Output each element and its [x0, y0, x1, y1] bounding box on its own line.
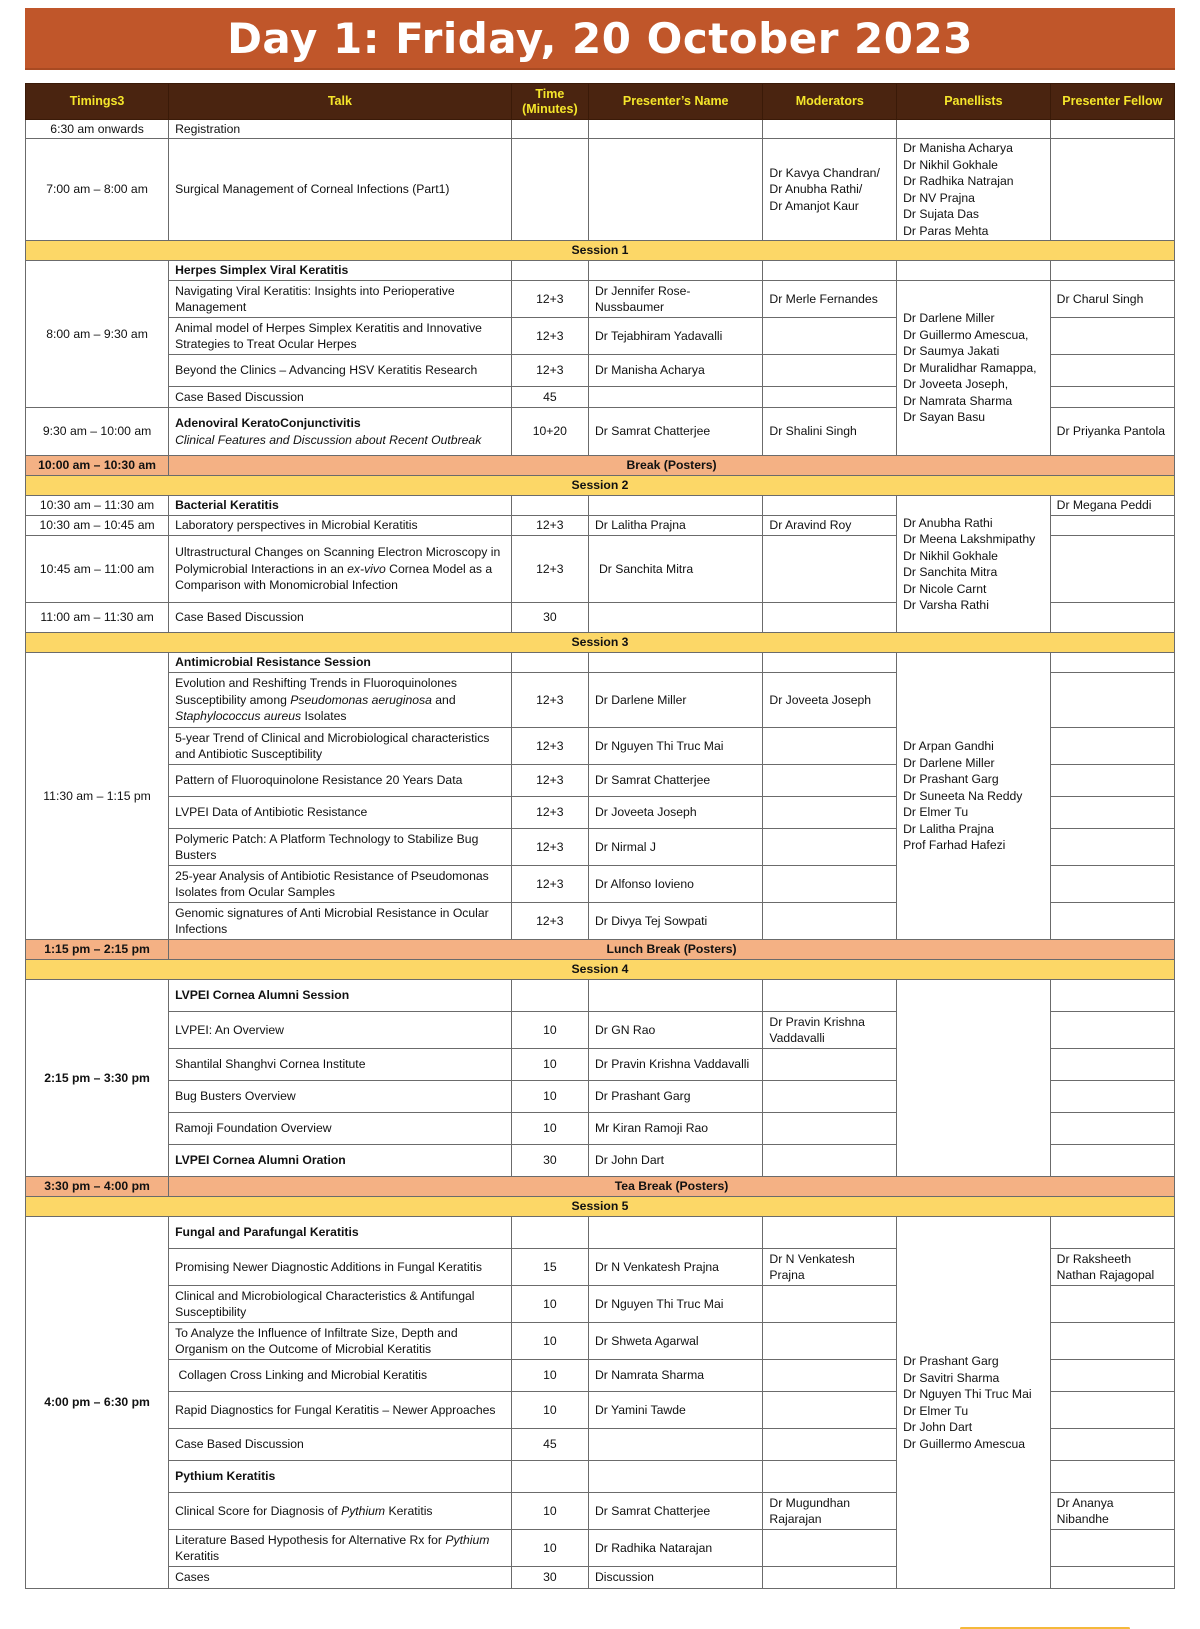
panellist-name: Dr Elmer Tu [903, 1403, 969, 1418]
presenter-cell: Dr Alfonso Iovieno [588, 866, 762, 903]
fellow-cell: Dr Ananya Nibandhe [1050, 1493, 1174, 1530]
empty-cell [763, 1217, 897, 1249]
duration-cell: 30 [511, 603, 588, 633]
talk-italic-text: Pseudomonas aeruginosa [290, 692, 432, 707]
presenter-cell: Discussion [588, 1567, 762, 1589]
duration-cell: 30 [511, 1145, 588, 1177]
fellow-cell [1050, 1461, 1174, 1493]
fellow-cell [1050, 1113, 1174, 1145]
presenter-cell: Dr GN Rao [588, 1012, 762, 1049]
moderator-cell [763, 1049, 897, 1081]
fellow-cell [1050, 653, 1174, 673]
presenter-cell: Dr Shweta Agarwal [588, 1323, 762, 1360]
header-moderators: Moderators [763, 84, 897, 120]
moderator-cell [763, 1567, 897, 1589]
empty-cell [511, 496, 588, 516]
fellow-cell [1050, 1217, 1174, 1249]
talk-cell [169, 1530, 512, 1567]
session-4-header [26, 960, 1175, 980]
panellist-name: Dr John Dart [903, 1420, 973, 1434]
moderator-cell [763, 866, 897, 903]
moderator-cell [763, 536, 897, 603]
fellow-cell [1050, 355, 1174, 387]
moderator-cell [763, 1286, 897, 1323]
moderator-cell: Dr Mugundhan Rajarajan [763, 1493, 897, 1530]
timing-cell: 2:15 pm – 3:30 pm [26, 980, 169, 1177]
timing-cell: 4:00 pm – 6:30 pm [26, 1217, 169, 1589]
talk-cell: Clinical and Microbiological Characteristics & Antifungal Susceptibility [169, 1286, 512, 1323]
talk-cell: 25-year Analysis of Antibiotic Resistance of Pseudomonas Isolates from Ocular Samples [169, 866, 512, 903]
duration-cell: 12+3 [511, 797, 588, 829]
panellists-cell [897, 980, 1051, 1177]
talk-subtitle: Clinical Features and Discussion about Recent Outbreak [175, 432, 482, 447]
talk-heading: Herpes Simplex Viral Keratitis [169, 261, 512, 281]
moderator-cell: Dr Shalini Singh [763, 408, 897, 456]
fellow-cell [1050, 1081, 1174, 1113]
timing-cell: 7:00 am – 8:00 am [26, 139, 169, 241]
talk-cell: Pattern of Fluoroquinolone Resistance 20 Years Data [169, 765, 512, 797]
duration-cell: 10 [511, 1360, 588, 1392]
duration-cell: 12+3 [511, 673, 588, 728]
empty-cell [763, 1461, 897, 1493]
talk-cell: Navigating Viral Keratitis: Insights into Perioperative Management [169, 281, 512, 318]
table-row [26, 139, 1175, 241]
fellow-cell [1050, 318, 1174, 355]
header-talk: Talk [169, 84, 512, 120]
duration-cell: 10 [511, 1081, 588, 1113]
panellists-cell [897, 496, 1051, 633]
talk-cell: Collagen Cross Linking and Microbial Keratitis [169, 1360, 512, 1392]
fellow-cell [1050, 980, 1174, 1012]
moderator-cell [763, 797, 897, 829]
empty-cell [1050, 120, 1174, 139]
talk-cell: 5-year Trend of Clinical and Microbiological characteristics and Antibiotic Susceptibility [169, 728, 512, 765]
moderator-cell: Dr Merle Fernandes [763, 281, 897, 318]
schedule-table-container [25, 83, 1175, 1589]
talk-italic-text: Staphylococcus aureus [175, 709, 302, 724]
fellow-cell [1050, 1049, 1174, 1081]
moderator-cell: Dr N Venkatesh Prajna [763, 1249, 897, 1286]
timing-cell: 10:30 am – 10:45 am [26, 516, 169, 536]
presenter-cell: Dr Nirmal J [588, 829, 762, 866]
empty-cell [588, 1461, 762, 1493]
empty-cell [763, 120, 897, 139]
panellist-name: Dr Guillermo Amescua, [903, 327, 1029, 342]
presenter-cell: Dr Nguyen Thi Truc Mai [588, 1286, 762, 1323]
presenter-cell: Dr Prashant Garg [588, 1081, 762, 1113]
panellist-name: Dr Suneeta Na Reddy [903, 788, 1023, 803]
fellow-cell [1050, 797, 1174, 829]
talk-cell: Shantilal Shanghvi Cornea Institute [169, 1049, 512, 1081]
talk-cell [169, 1493, 512, 1530]
talk-heading: Bacterial Keratitis [169, 496, 512, 516]
talk-text: Evolution and Reshifting Trends in Fluoroquinolones Susceptibility among [175, 676, 457, 707]
break-timing: 10:00 am – 10:30 am [26, 456, 169, 476]
presenter-cell: Dr Samrat Chatterjee [588, 765, 762, 797]
talk-cell: LVPEI Cornea Alumni Oration [169, 1145, 512, 1177]
duration-cell: 30 [511, 1567, 588, 1589]
panellist-name: Dr Nikhil Gokhale [903, 548, 998, 563]
duration-cell: 12+3 [511, 355, 588, 387]
session-label: Session 4 [26, 960, 1175, 980]
timing-cell: 11:30 am – 1:15 pm [26, 653, 169, 940]
timing-cell: 8:00 am – 9:30 am [26, 261, 169, 408]
empty-cell [511, 653, 588, 673]
fellow-cell [1050, 765, 1174, 797]
talk-italic-text: ex-vivo [347, 561, 386, 576]
panellists-cell [897, 1217, 1051, 1589]
fellow-cell [1050, 603, 1174, 633]
fellow-cell [1050, 1012, 1174, 1049]
talk-cell: LVPEI Data of Antibiotic Resistance [169, 797, 512, 829]
session-5-header [26, 1197, 1175, 1217]
talk-cell: Laboratory perspectives in Microbial Keratitis [169, 516, 512, 536]
talk-cell: Ramoji Foundation Overview [169, 1113, 512, 1145]
moderator-cell [763, 1360, 897, 1392]
talk-cell [169, 408, 512, 456]
presenter-cell: Dr Divya Tej Sowpati [588, 903, 762, 940]
header-time-minutes: Time (Minutes) [511, 84, 588, 120]
talk-cell: Polymeric Patch: A Platform Technology to Stabilize Bug Busters [169, 829, 512, 866]
talk-heading: Pythium Keratitis [169, 1461, 512, 1493]
talk-cell: To Analyze the Influence of Infiltrate Size, Depth and Organism on the Outcome of Microbial Keratitis [169, 1323, 512, 1360]
moderator-cell: Dr Pravin Krishna Vaddavalli [763, 1012, 897, 1049]
panellist-name: Prof Farhad Hafezi [903, 838, 1006, 853]
talk-heading: Fungal and Parafungal Keratitis [169, 1217, 512, 1249]
talk-cell: Cases [169, 1567, 512, 1589]
session-1-header [26, 241, 1175, 261]
panellist-name: Dr Darlene Miller [903, 755, 995, 770]
empty-cell [1050, 139, 1174, 241]
presenter-cell: Dr Pravin Krishna Vaddavalli [588, 1049, 762, 1081]
break-label: Lunch Break (Posters) [169, 940, 1175, 960]
presenter-cell: Dr Sanchita Mitra [588, 536, 762, 603]
duration-cell: 12+3 [511, 728, 588, 765]
duration-cell: 10 [511, 1392, 588, 1429]
panellist-name: Dr Prashant Garg [903, 772, 999, 787]
empty-cell [511, 261, 588, 281]
presenter-cell: Dr Namrata Sharma [588, 1360, 762, 1392]
timing-cell: 6:30 am onwards [26, 120, 169, 139]
moderator-cell [763, 728, 897, 765]
duration-cell: 10 [511, 1323, 588, 1360]
talk-text: Ultrastructural Changes on Scanning Electron Microscopy in Polymicrobial Interactions in an [175, 545, 501, 576]
panellist-name: Dr Namrata Sharma [903, 393, 1013, 408]
panellist-name: Dr Nguyen Thi Truc Mai [903, 1387, 1032, 1401]
panellist-name: Dr Savitri Sharma [903, 1370, 1000, 1385]
empty-cell [588, 496, 762, 516]
session-label: Session 5 [26, 1197, 1175, 1217]
empty-cell [588, 261, 762, 281]
panellist-name: Dr Sanchita Mitra [903, 565, 998, 579]
empty-cell [763, 653, 897, 673]
talk-cell: Case Based Discussion [169, 1429, 512, 1461]
duration-cell: 10+20 [511, 408, 588, 456]
panellist-name: Dr Lalitha Prajna [903, 821, 994, 836]
duration-cell: 12+3 [511, 829, 588, 866]
talk-text: Literature Based Hypothesis for Alternative Rx for [175, 1532, 446, 1547]
moderator-name: Dr Anubha Rathi/ [769, 182, 863, 197]
presenter-cell: Dr Samrat Chatterjee [588, 408, 762, 456]
empty-cell [588, 1217, 762, 1249]
duration-cell: 10 [511, 1530, 588, 1567]
moderator-cell [763, 765, 897, 797]
panellist-name: Dr Meena Lakshmipathy [903, 532, 1036, 546]
empty-cell [511, 139, 588, 241]
presenter-cell: Dr Manisha Acharya [588, 355, 762, 387]
presenter-cell: Dr N Venkatesh Prajna [588, 1249, 762, 1286]
talk-cell: Surgical Management of Corneal Infections (Part1) [169, 139, 512, 241]
presenter-cell: Dr Joveeta Joseph [588, 797, 762, 829]
empty-cell [897, 120, 1051, 139]
header-presenter-fellow: Presenter Fellow [1050, 84, 1174, 120]
moderator-name: Dr Kavya Chandran/ [769, 165, 880, 180]
empty-cell [511, 980, 588, 1012]
fellow-cell [1050, 1530, 1174, 1567]
duration-cell: 45 [511, 387, 588, 408]
moderator-cell [763, 1392, 897, 1429]
table-row [26, 261, 1175, 281]
fellow-cell [1050, 1567, 1174, 1589]
talk-text: and [431, 692, 456, 707]
moderator-cell [763, 1113, 897, 1145]
duration-cell: 10 [511, 1012, 588, 1049]
break-label: Tea Break (Posters) [169, 1177, 1175, 1197]
talk-cell: Rapid Diagnostics for Fungal Keratitis – Newer Approaches [169, 1392, 512, 1429]
talk-cell: Case Based Discussion [169, 603, 512, 633]
panellist-name: Dr Darlene Miller [903, 311, 995, 326]
talk-text: Keratitis [385, 1503, 433, 1518]
table-row [26, 281, 1175, 318]
fellow-cell [1050, 1392, 1174, 1429]
fellow-cell [1050, 1323, 1174, 1360]
moderator-cell [763, 355, 897, 387]
session-label: Session 3 [26, 633, 1175, 653]
moderator-cell: Dr Joveeta Joseph [763, 673, 897, 728]
moderator-cell [763, 387, 897, 408]
panellists-cell [897, 139, 1051, 241]
fellow-cell [1050, 1145, 1174, 1177]
fellow-cell [1050, 516, 1174, 536]
break-row [26, 940, 1175, 960]
talk-cell: Case Based Discussion [169, 387, 512, 408]
presenter-cell: Mr Kiran Ramoji Rao [588, 1113, 762, 1145]
fellow-cell [1050, 829, 1174, 866]
table-row [26, 980, 1175, 1012]
panellists-cell [897, 281, 1051, 456]
duration-cell: 12+3 [511, 318, 588, 355]
duration-cell: 12+3 [511, 536, 588, 603]
moderator-name: Dr Amanjot Kaur [769, 198, 859, 213]
fellow-cell [1050, 1429, 1174, 1461]
duration-cell: 12+3 [511, 866, 588, 903]
talk-cell: Genomic signatures of Anti Microbial Resistance in Ocular Infections [169, 903, 512, 940]
moderator-cell [763, 903, 897, 940]
empty-cell [588, 120, 762, 139]
duration-cell: 10 [511, 1493, 588, 1530]
page-title: Day 1: Friday, 20 October 2023 [25, 8, 1175, 70]
fellow-cell [1050, 387, 1174, 408]
session-label: Session 2 [26, 476, 1175, 496]
table-header-row [26, 84, 1175, 120]
presenter-cell: Dr Darlene Miller [588, 673, 762, 728]
panellists-cell [897, 653, 1051, 940]
talk-text: Isolates [301, 709, 347, 724]
panellist-name: Dr Varsha Rathi [903, 598, 989, 612]
panellist-name: Dr Sayan Basu [903, 410, 986, 425]
empty-cell [763, 261, 897, 281]
header-presenter: Presenter’s Name [588, 84, 762, 120]
panellist-name: Dr Manisha Acharya [903, 141, 1013, 155]
fellow-cell [1050, 728, 1174, 765]
table-row [26, 120, 1175, 139]
talk-cell [169, 673, 512, 728]
moderator-cell [763, 1323, 897, 1360]
fellow-cell [1050, 866, 1174, 903]
empty-cell [511, 1461, 588, 1493]
duration-cell: 15 [511, 1249, 588, 1286]
talk-text: Keratitis [175, 1549, 220, 1563]
presenter-cell [588, 603, 762, 633]
presenter-cell: Dr Yamini Tawde [588, 1392, 762, 1429]
talk-cell: LVPEI: An Overview [169, 1012, 512, 1049]
session-label: Session 1 [26, 241, 1175, 261]
panellist-name: Dr Elmer Tu [903, 805, 969, 820]
presenter-cell: Dr Samrat Chatterjee [588, 1493, 762, 1530]
moderator-cell: Dr Aravind Roy [763, 516, 897, 536]
panellist-name: Dr Prashant Garg [903, 1354, 999, 1368]
talk-heading: Adenoviral KeratoConjunctivitis [175, 416, 361, 430]
panellist-name: Dr Guillermo Amescua [903, 1436, 1026, 1451]
talk-cell [169, 536, 512, 603]
moderators-cell [763, 139, 897, 241]
empty-cell [897, 261, 1051, 281]
fellow-cell: Dr Charul Singh [1050, 281, 1174, 318]
talk-text: Cornea Model as a Comparison with Monomicrobial Infection [175, 561, 493, 593]
empty-cell [763, 496, 897, 516]
duration-cell: 45 [511, 1429, 588, 1461]
panellist-name: Dr Muralidhar Ramappa, [903, 360, 1037, 375]
talk-cell: Beyond the Clinics – Advancing HSV Keratitis Research [169, 355, 512, 387]
talk-cell: Bug Busters Overview [169, 1081, 512, 1113]
presenter-cell: Dr Radhika Natarajan [588, 1530, 762, 1567]
header-timings: Timings3 [26, 84, 169, 120]
empty-cell [588, 139, 762, 241]
empty-cell [588, 980, 762, 1012]
talk-cell: Animal model of Herpes Simplex Keratitis and Innovative Strategies to Treat Ocular Herpes [169, 318, 512, 355]
moderator-cell [763, 603, 897, 633]
table-row [26, 653, 1175, 673]
presenter-cell: Dr Lalitha Prajna [588, 516, 762, 536]
fellow-cell [1050, 903, 1174, 940]
panellist-name: Dr NV Prajna [903, 190, 975, 205]
duration-cell: 10 [511, 1049, 588, 1081]
talk-italic-text: Pythium [341, 1503, 386, 1518]
empty-cell [511, 120, 588, 139]
panellist-name: Dr Nicole Carnt [903, 581, 987, 596]
talk-italic-text: Pythium [445, 1532, 490, 1547]
fellow-cell: Dr Raksheeth Nathan Rajagopal [1050, 1249, 1174, 1286]
table-row [26, 1217, 1175, 1249]
talk-heading: LVPEI Cornea Alumni Session [169, 980, 512, 1012]
fellow-cell [1050, 1360, 1174, 1392]
presenter-cell: Dr Tejabhiram Yadavalli [588, 318, 762, 355]
table-row [26, 496, 1175, 516]
schedule-table [25, 83, 1175, 1589]
session-2-header [26, 476, 1175, 496]
moderator-cell [763, 1429, 897, 1461]
panellist-name: Dr Joveeta Joseph, [903, 377, 1009, 392]
panellist-name: Dr Radhika Natrajan [903, 174, 1014, 188]
empty-cell [511, 1217, 588, 1249]
presenter-cell: Dr John Dart [588, 1145, 762, 1177]
duration-cell: 12+3 [511, 765, 588, 797]
panellist-name: Dr Paras Mehta [903, 223, 989, 238]
break-row [26, 1177, 1175, 1197]
empty-cell [763, 980, 897, 1012]
panellist-name: Dr Arpan Gandhi [903, 739, 994, 754]
timing-cell: 9:30 am – 10:00 am [26, 408, 169, 456]
break-row [26, 456, 1175, 476]
moderator-cell [763, 1530, 897, 1567]
duration-cell: 12+3 [511, 903, 588, 940]
fellow-cell [1050, 1286, 1174, 1323]
empty-cell [1050, 261, 1174, 281]
session-3-header [26, 633, 1175, 653]
moderator-cell [763, 318, 897, 355]
header-panellists: Panellists [897, 84, 1051, 120]
presenter-cell [588, 1429, 762, 1461]
talk-cell: Promising Newer Diagnostic Additions in Fungal Keratitis [169, 1249, 512, 1286]
duration-cell: 12+3 [511, 281, 588, 318]
panellist-name: Dr Anubha Rathi [903, 515, 993, 530]
break-timing: 1:15 pm – 2:15 pm [26, 940, 169, 960]
panellist-name: Dr Sujata Das [903, 207, 979, 221]
moderator-cell [763, 829, 897, 866]
fellow-cell: Dr Megana Peddi [1050, 496, 1174, 516]
panellist-name: Dr Saumya Jakati [903, 344, 1000, 359]
break-label: Break (Posters) [169, 456, 1175, 476]
break-timing: 3:30 pm – 4:00 pm [26, 1177, 169, 1197]
talk-heading: Antimicrobial Resistance Session [169, 653, 512, 673]
moderator-cell [763, 1081, 897, 1113]
fellow-cell [1050, 536, 1174, 603]
timing-cell: 10:45 am – 11:00 am [26, 536, 169, 603]
talk-cell: Registration [169, 120, 512, 139]
moderator-cell [763, 1145, 897, 1177]
empty-cell [588, 653, 762, 673]
fellow-cell [1050, 673, 1174, 728]
duration-cell: 10 [511, 1286, 588, 1323]
duration-cell: 10 [511, 1113, 588, 1145]
presenter-cell [588, 387, 762, 408]
presenter-cell: Dr Jennifer Rose-Nussbaumer [588, 281, 762, 318]
timing-cell: 10:30 am – 11:30 am [26, 496, 169, 516]
fellow-cell: Dr Priyanka Pantola [1050, 408, 1174, 456]
timing-cell: 11:00 am – 11:30 am [26, 603, 169, 633]
talk-text: Clinical Score for Diagnosis of [175, 1503, 342, 1518]
panellist-name: Dr Nikhil Gokhale [903, 157, 998, 172]
duration-cell: 12+3 [511, 516, 588, 536]
presenter-cell: Dr Nguyen Thi Truc Mai [588, 728, 762, 765]
